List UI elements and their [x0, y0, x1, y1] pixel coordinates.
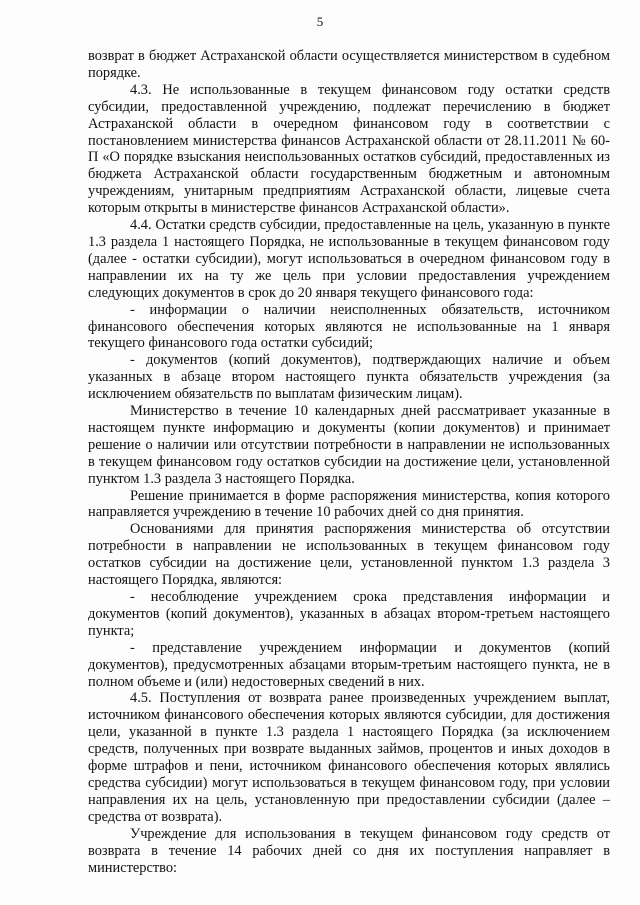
paragraph-4-5: 4.5. Поступления от возврата ранее произведенных учреждением выплат, источником финансового обеспечения которых являются субсидии, для достижения цели, указанной в пункте 1.3 раздела 1 настоящего Порядка (за исключением средств, полученных при возврате выданных займов, процентов и иных доходов в форме штрафов и пени, источником финансового обеспечения которых являлись средства субсидии) могут использоваться в текущем финансовом году, при условии направления их на цель, установленную при предоставлении субсидии (далее – средства от возврата).	[88, 690, 610, 825]
list-item-information: - информации о наличии неисполненных обязательств, источником финансового обеспечения которых являются не использованные на 1 января текущего финансового года остатки субсидий;	[88, 301, 610, 352]
paragraph-continuation: возврат в бюджет Астраханской области осуществляется министерством в судебном порядке.	[88, 48, 610, 81]
list-item-ground-deadline: - несоблюдение учреждением срока представления информации и документов (копий документов), указанных в абзацах втором-третьем настоящего пункта;	[88, 589, 610, 639]
paragraph-4-4: 4.4. Остатки средств субсидии, предоставленные на цель, указанную в пункте 1.3 раздела 1 настоящего Порядка, не использованные в текущем финансовом году (далее - остатки субсидии), могут использоваться в очередном финансовом году в направлении их на ту же цель при условии предоставления учреждением следующих документов в срок до 20 января текущего финансового года:	[88, 217, 610, 301]
list-item-ground-incomplete: - представление учреждением информации и документов (копий документов), предусмотренных абзацами вторым-третьим настоящего пункта, не в полном объеме и (или) недостоверных сведений в них.	[88, 639, 610, 690]
paragraph-decision: Решение принимается в форме распоряжения министерства, копия которого направляется учреждению в течение 10 рабочих дней со дня принятия.	[88, 487, 610, 521]
document-body	[88, 48, 610, 876]
page-number: 5	[316, 14, 324, 29]
list-item-documents: - документов (копий документов), подтверждающих наличие и объем указанных в абзаце втором настоящего пункта обязательств учреждения (за исключением обязательств по выплатам физическим лицам).	[88, 352, 610, 403]
paragraph-4-3: 4.3. Не использованные в текущем финансовом году остатки средств субсидии, предоставленной учреждению, подлежат перечислению в бюджет Астраханской области в очередном финансовом году в соответствии с постановлением министерства финансов Астраханской области от 28.11.2011 № 60-П «О порядке взыскания неиспользованных остатков субсидий, предоставленных из бюджета Астраханской области государственным бюджетным и автономным учреждениям, унитарным предприятиям Астраханской области, лицевые счета которым открыты в министерстве финансов Астраханской области».	[88, 81, 610, 217]
paragraph-grounds: Основаниями для принятия распоряжения министерства об отсутствии потребности в направлении не использованных в текущем финансовом году остатков субсидии на достижение цели, установленной пунктом 1.3 раздела 3 настоящего Порядка, являются:	[88, 521, 610, 589]
paragraph-institution-submission: Учреждение для использования в текущем финансовом году средств от возврата в течение 14 рабочих дней со дня их поступления направляет в министерство:	[88, 825, 610, 876]
paragraph-ministry-review: Министерство в течение 10 календарных дней рассматривает указанные в настоящем пункте информацию и документы (копии документов) и принимает решение о наличии или отсутствии потребности в направлении не использованных в текущем финансовом году остатков субсидии на достижение цели, установленной пунктом 1.3 раздела 3 настоящего Порядка.	[88, 403, 610, 487]
